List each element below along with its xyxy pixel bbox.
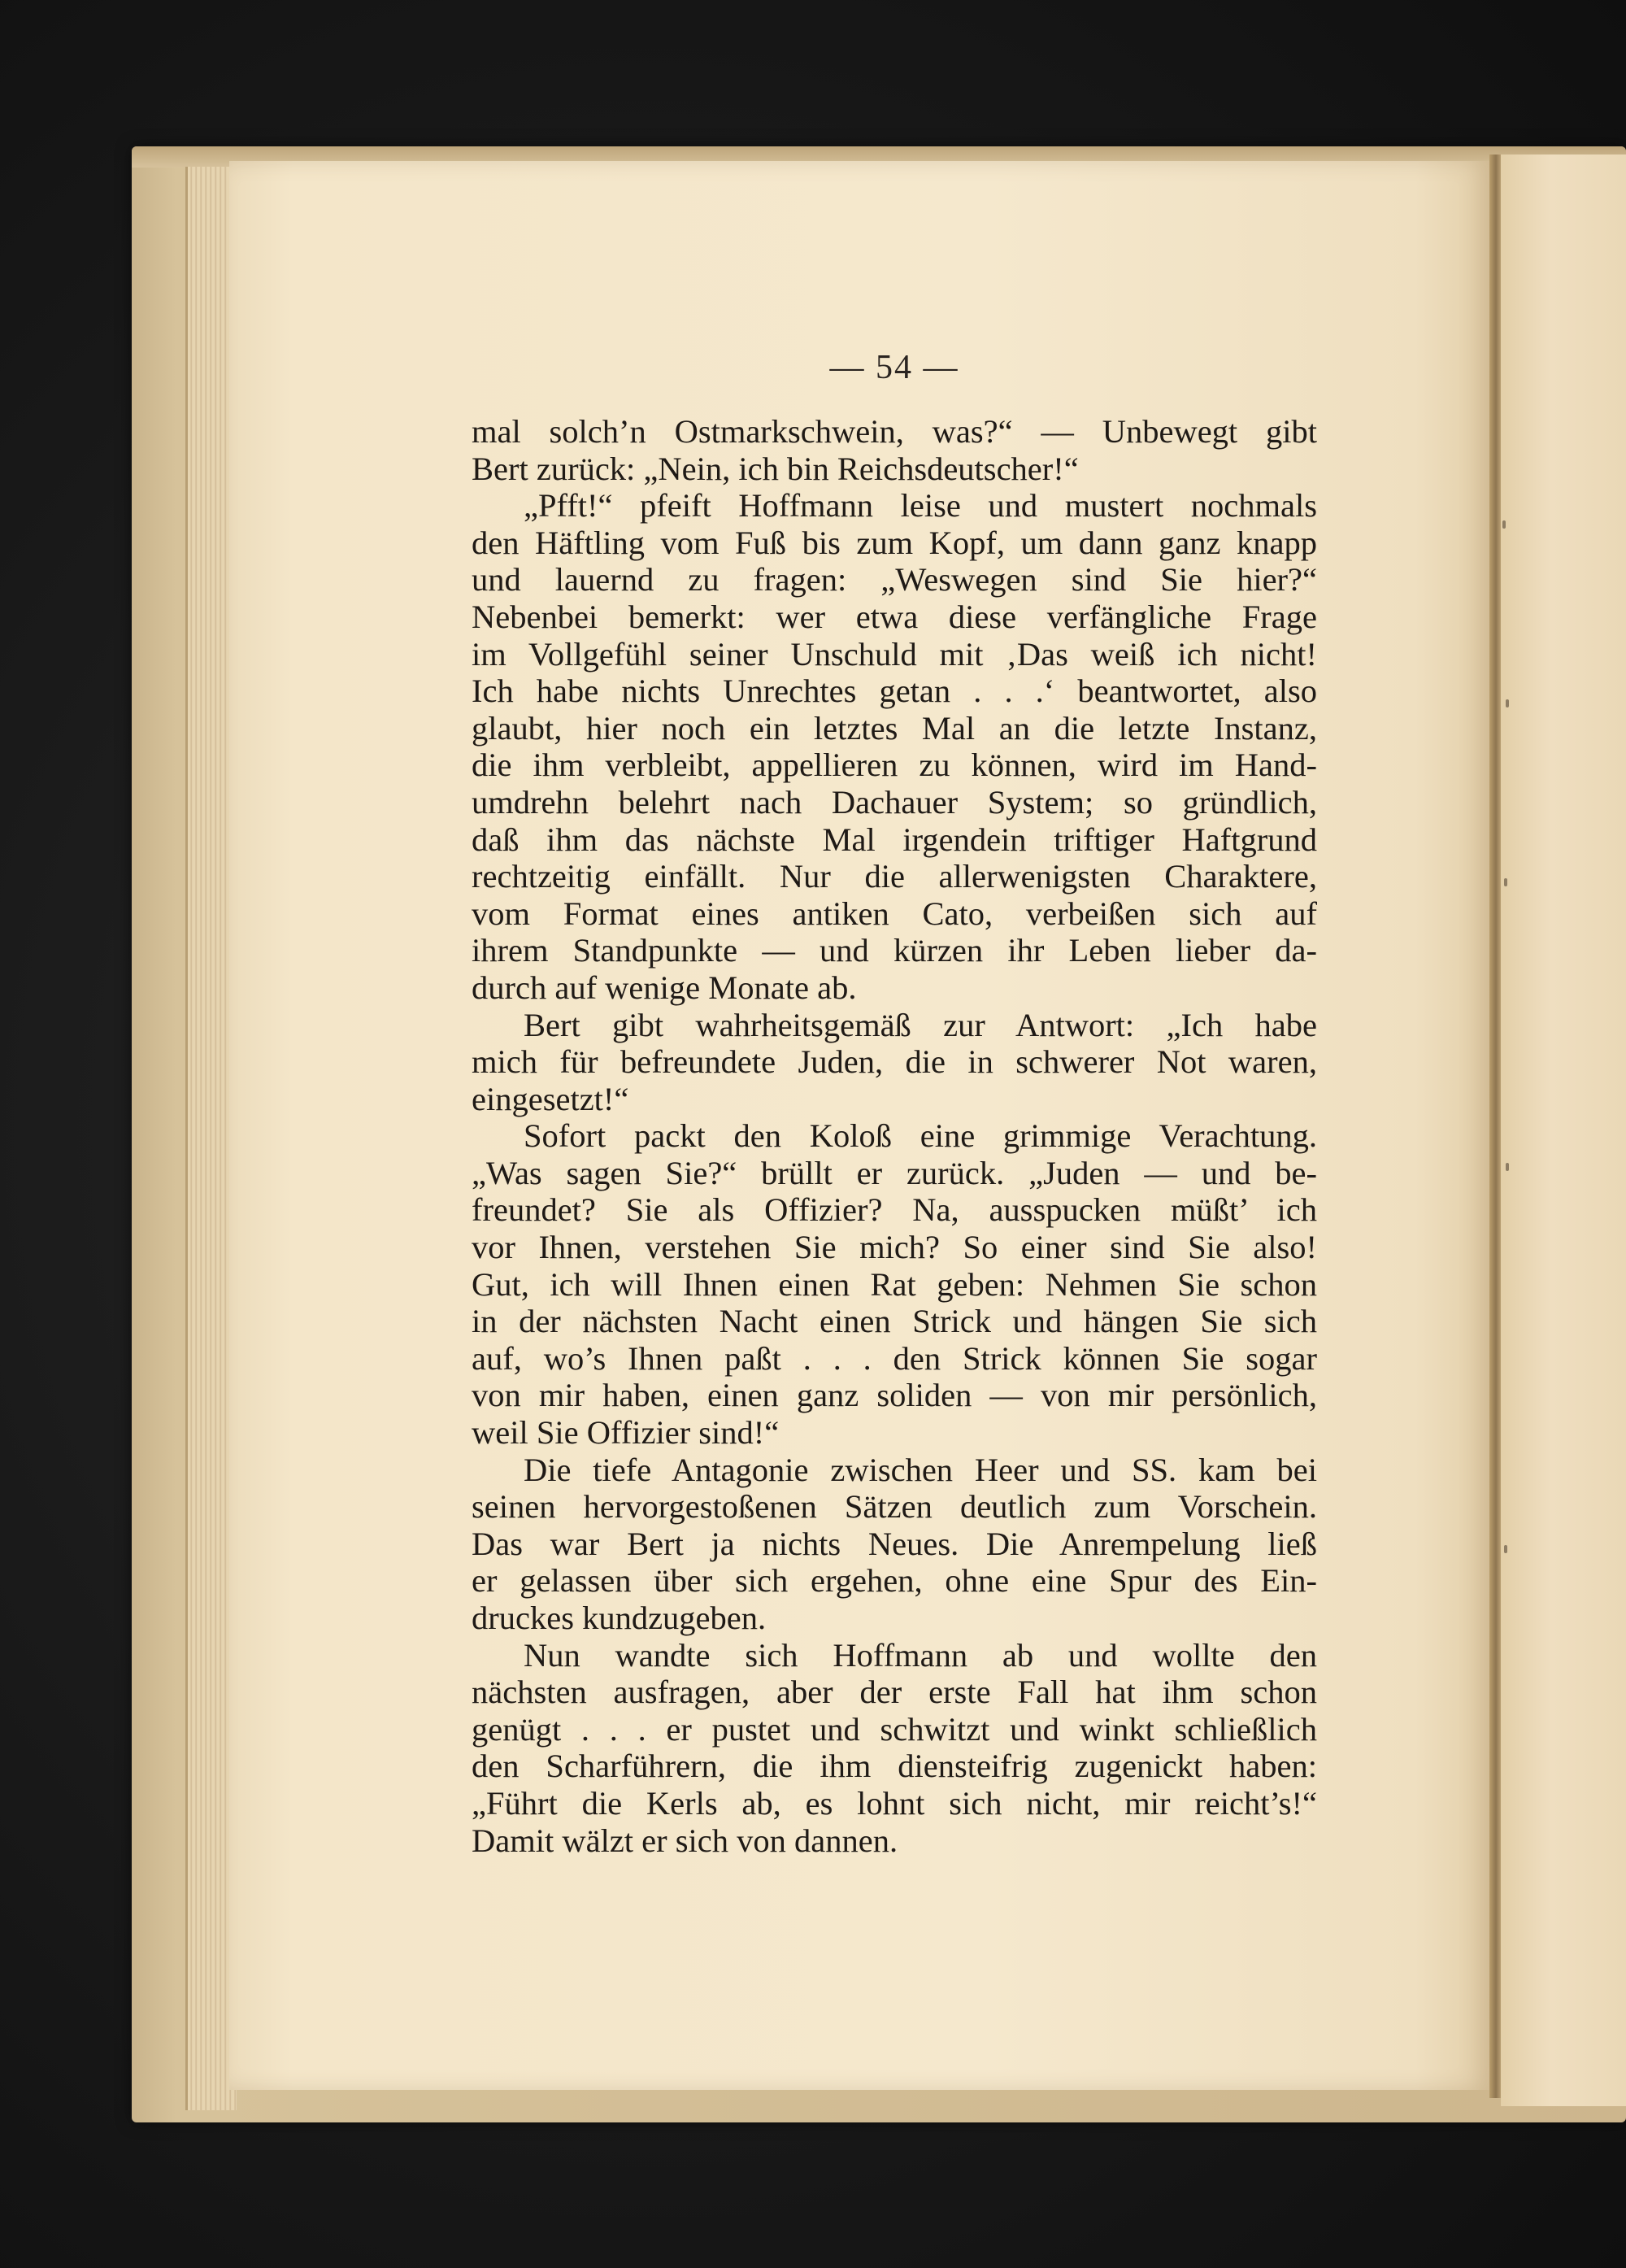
text-line: druckes kundzugeben. xyxy=(472,1600,767,1636)
text-line: Nun wandte sich Hoffmann ab und wollte den xyxy=(524,1636,1317,1674)
text-line: von mir haben, einen ganz soliden — von mir persönlich, xyxy=(472,1377,1317,1414)
text-line: genügt . . . er pustet und schwitzt und winkt schließlich xyxy=(472,1710,1317,1748)
text-line: seinen hervorgestoßenen Sätzen deutlich zum Vorschein. xyxy=(472,1488,1317,1526)
text-line: Bert gibt wahrheitsgemäß zur Antwort: „Ich habe xyxy=(524,1006,1317,1043)
text-line: vom Format eines antiken Cato, verbeißen sich auf xyxy=(472,895,1317,932)
text-line: er gelassen über sich ergehen, ohne eine Spur des Ein- xyxy=(472,1562,1317,1600)
text-line: Damit wälzt er sich von dannen. xyxy=(472,1822,898,1859)
text-line: Nebenbei bemerkt: wer etwa diese verfängliche Frage xyxy=(472,598,1317,635)
text-line: umdrehn belehrt nach Dachauer System; so gründlich, xyxy=(472,783,1317,821)
text-line: Gut, ich will Ihnen einen Rat geben: Nehmen Sie schon xyxy=(472,1265,1317,1303)
body-text xyxy=(472,413,1317,1859)
paper-fleck xyxy=(1506,699,1509,707)
text-line: „Was sagen Sie?“ brüllt er zurück. „Juden — und be- xyxy=(472,1154,1317,1191)
text-line: Bert zurück: „Nein, ich bin Reichsdeutscher!“ xyxy=(472,450,1079,487)
text-line: Sofort packt den Koloß eine grimmige Verachtung. xyxy=(524,1117,1317,1155)
text-line: mich für befreundete Juden, die in schwerer Not waren, xyxy=(472,1043,1317,1081)
text-line: rechtzeitig einfällt. Nur die allerwenigsten Charaktere, xyxy=(472,858,1317,895)
text-line: den Scharführern, die ihm diensteifrig zugenickt haben: xyxy=(472,1748,1317,1785)
page-number: — 54 — xyxy=(829,349,959,386)
text-line: und lauernd zu fragen: „Weswegen sind Sie hier?“ xyxy=(472,561,1317,599)
paper-fleck xyxy=(1506,1163,1509,1171)
text-line: Ich habe nichts Unrechtes getan . . .‘ beantwortet, also xyxy=(472,673,1317,710)
text-line: nächsten ausfragen, aber der erste Fall hat ihm schon xyxy=(472,1674,1317,1711)
text-line: den Häftling vom Fuß bis zum Kopf, um dann ganz knapp xyxy=(472,524,1317,561)
text-line: Das war Bert ja nichts Neues. Die Anrempelung ließ xyxy=(472,1525,1317,1562)
text-line: „Pfft!“ pfeift Hoffmann leise und mustert nochmals xyxy=(524,487,1317,525)
text-line: Die tiefe Antagonie zwischen Heer und SS. kam bei xyxy=(524,1451,1317,1488)
text-line: ihrem Standpunkte — und kürzen ihr Leben lieber da- xyxy=(472,932,1317,969)
text-line: „Führt die Kerls ab, es lohnt sich nicht, mir reicht’s!“ xyxy=(472,1784,1317,1822)
text-line: vor Ihnen, verstehen Sie mich? So einer sind Sie also! xyxy=(472,1229,1317,1266)
text-line: daß ihm das nächste Mal irgendein triftiger Haftgrund xyxy=(472,821,1317,858)
book-page-right xyxy=(1501,155,1626,2106)
text-line: in der nächsten Nacht einen Strick und hängen Sie sich xyxy=(472,1303,1317,1340)
text-line: mal solch’n Ostmarkschwein, was?“ — Unbewegt gibt xyxy=(472,413,1317,450)
paper-fleck xyxy=(1504,878,1507,886)
text-line: eingesetzt!“ xyxy=(472,1080,629,1117)
text-line: weil Sie Offizier sind!“ xyxy=(472,1414,780,1452)
paper-fleck xyxy=(1502,520,1506,529)
text-line: im Vollgefühl seiner Unschuld mit ‚Das weiß ich nicht! xyxy=(472,635,1317,673)
text-line: die ihm verbleibt, appellieren zu können, wird im Hand- xyxy=(472,747,1317,784)
text-line: durch auf wenige Monate ab. xyxy=(472,969,857,1006)
text-line: auf, wo’s Ihnen paßt . . . den Strick können Sie sogar xyxy=(472,1339,1317,1377)
text-line: freundet? Sie als Offizier? Na, ausspucken müßt’ ich xyxy=(472,1191,1317,1229)
paper-fleck xyxy=(1504,1545,1507,1553)
text-line: glaubt, hier noch ein letztes Mal an die letzte Instanz, xyxy=(472,709,1317,747)
